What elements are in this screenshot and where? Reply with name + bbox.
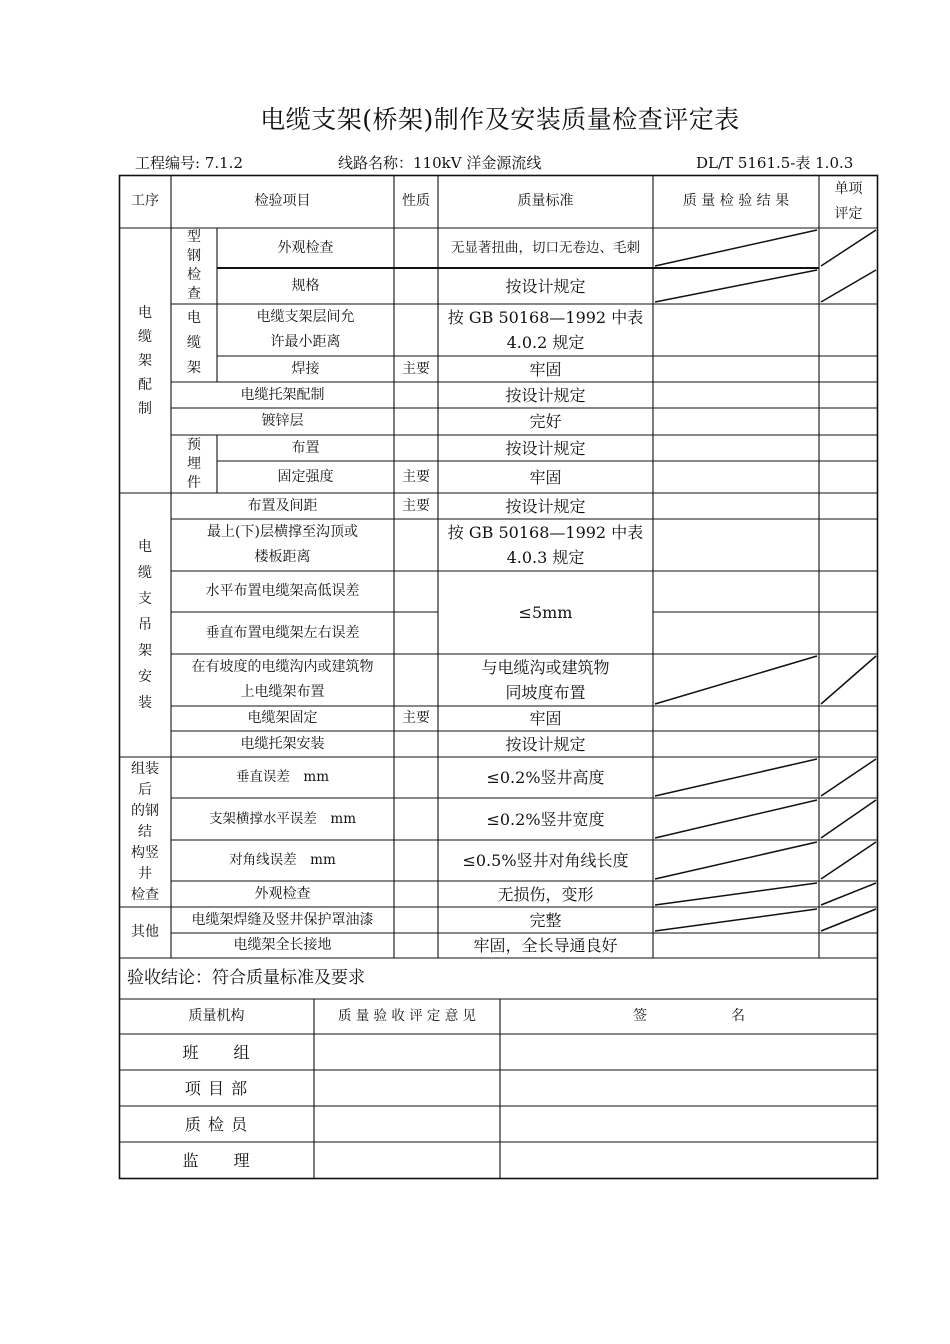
item-arrangement: 布置及间距 [247, 497, 318, 514]
std-layout: 按设计规定 [505, 438, 586, 458]
std-tray-install: 按设计规定 [505, 734, 586, 754]
item-fix-strength: 固定强度 [277, 468, 334, 485]
std-fix-strength: 牢固 [529, 467, 562, 487]
acceptance-conclusion: 验收结论：符合质量标准及要求 [127, 968, 365, 988]
item-vert-err: 垂直布置电缆架左右误差 [205, 624, 360, 641]
std-top-layer: 按 GB 50168—1992 中表 4.0.3 规定 [447, 523, 644, 567]
item-layout: 布置 [291, 439, 320, 456]
signoff-org-project: 项 目 部 [184, 1078, 249, 1098]
col-header-item: 检验项目 [254, 193, 311, 209]
section-other: 其他 [131, 924, 159, 940]
diagonal-strikes [655, 230, 876, 931]
std-paint: 完整 [529, 910, 562, 930]
std-shaft-appearance: 无损伤，变形 [497, 884, 594, 904]
item-top-layer: 最上(下)层横撑至沟顶或 楼板距离 [207, 524, 358, 565]
std-diagonal: ≤0.5%竖井对角线长度 [462, 851, 629, 870]
signoff-header-opinion: 质 量 验 收 评 定 意 见 [337, 1008, 477, 1024]
subgroup-embedded: 预 埋 件 [187, 436, 201, 491]
item-appearance: 外观检查 [277, 239, 334, 256]
section-fabrication: 电 缆 架 配 制 [138, 304, 152, 417]
item-horiz-err: 水平布置电缆架高低误差 [205, 583, 360, 599]
nature-rack-fix: 主要 [402, 710, 430, 726]
page-title: 电缆支架(桥架)制作及安装质量检查评定表 [260, 105, 740, 134]
col-header-process: 工序 [131, 193, 159, 209]
item-welding: 焊接 [291, 360, 320, 377]
std-galvanized: 完好 [529, 412, 562, 431]
item-layer-gap: 电缆支架层间允 许最小距离 [256, 309, 355, 350]
subgroup-cable-rack: 电 缆 架 [187, 309, 201, 376]
item-spec: 规格 [291, 277, 320, 294]
std-layer-gap: 按 GB 50168—1992 中表 4.0.2 规定 [447, 308, 644, 352]
std-grounding: 牢固，全长导通良好 [473, 936, 618, 955]
col-header-nature: 性质 [402, 193, 430, 209]
signoff-org-inspector: 质 检 员 [184, 1114, 249, 1134]
item-paint: 电缆架焊缝及竖井保护罩油漆 [191, 911, 374, 928]
item-shaft-appearance: 外观检查 [254, 885, 311, 902]
item-tray-install: 电缆托架安装 [240, 735, 325, 752]
item-slope: 在有坡度的电缆沟内或建筑物 上电缆架布置 [191, 659, 374, 700]
item-grounding: 电缆架全长接地 [233, 937, 332, 953]
section-steel-shaft: 组装 后 的钢 结 构竖 井 检查 [131, 760, 159, 903]
item-rack-fix: 电缆架固定 [247, 710, 318, 726]
std-slope: 与电缆沟或建筑物 同坡度布置 [481, 658, 610, 702]
line-name: 线路名称：110kV 洋金源流线 [338, 154, 542, 172]
std-tray-fab: 按设计规定 [505, 385, 586, 405]
col-header-result: 质 量 检 验 结 果 [682, 193, 790, 209]
form-code: DL/T 5161.5-表 1.0.3 [696, 154, 854, 172]
std-err: ≤5mm [518, 603, 573, 622]
std-brace-level: ≤0.2%竖井宽度 [486, 809, 605, 829]
nature-fix-strength: 主要 [402, 468, 430, 485]
nature-arrangement: 主要 [402, 497, 430, 514]
item-brace-level: 支架横撑水平误差 mm [208, 810, 357, 827]
subgroup-steel-check: 型 钢 检 查 [187, 229, 201, 302]
std-plumb: ≤0.2%竖井高度 [486, 768, 605, 787]
item-tray-fab: 电缆托架配制 [240, 386, 325, 403]
project-number: 工程编号: 7.1.2 [135, 154, 243, 172]
col-header-standard: 质量标准 [517, 193, 574, 209]
std-arrangement: 按设计规定 [505, 496, 586, 516]
signoff-org-team: 班 组 [182, 1042, 251, 1062]
nature-welding: 主要 [402, 360, 430, 377]
section-installation: 电 缆 支 吊 架 安 装 [138, 539, 152, 711]
signoff-header-sign: 签 名 [633, 1008, 745, 1024]
signoff-org-supervisor: 监 理 [182, 1150, 251, 1170]
item-galvanized: 镀锌层 [261, 413, 304, 429]
std-welding: 牢固 [529, 359, 562, 379]
std-rack-fix: 牢固 [529, 709, 562, 728]
signoff-header-org: 质量机构 [188, 1008, 245, 1024]
item-diagonal: 对角线误差 mm [229, 852, 336, 868]
std-appearance: 无显著扭曲，切口无卷边、毛刺 [451, 239, 640, 256]
item-plumb: 垂直误差 mm [235, 769, 330, 785]
col-header-rating: 单项 评定 [834, 180, 863, 222]
std-spec: 按设计规定 [505, 276, 586, 296]
